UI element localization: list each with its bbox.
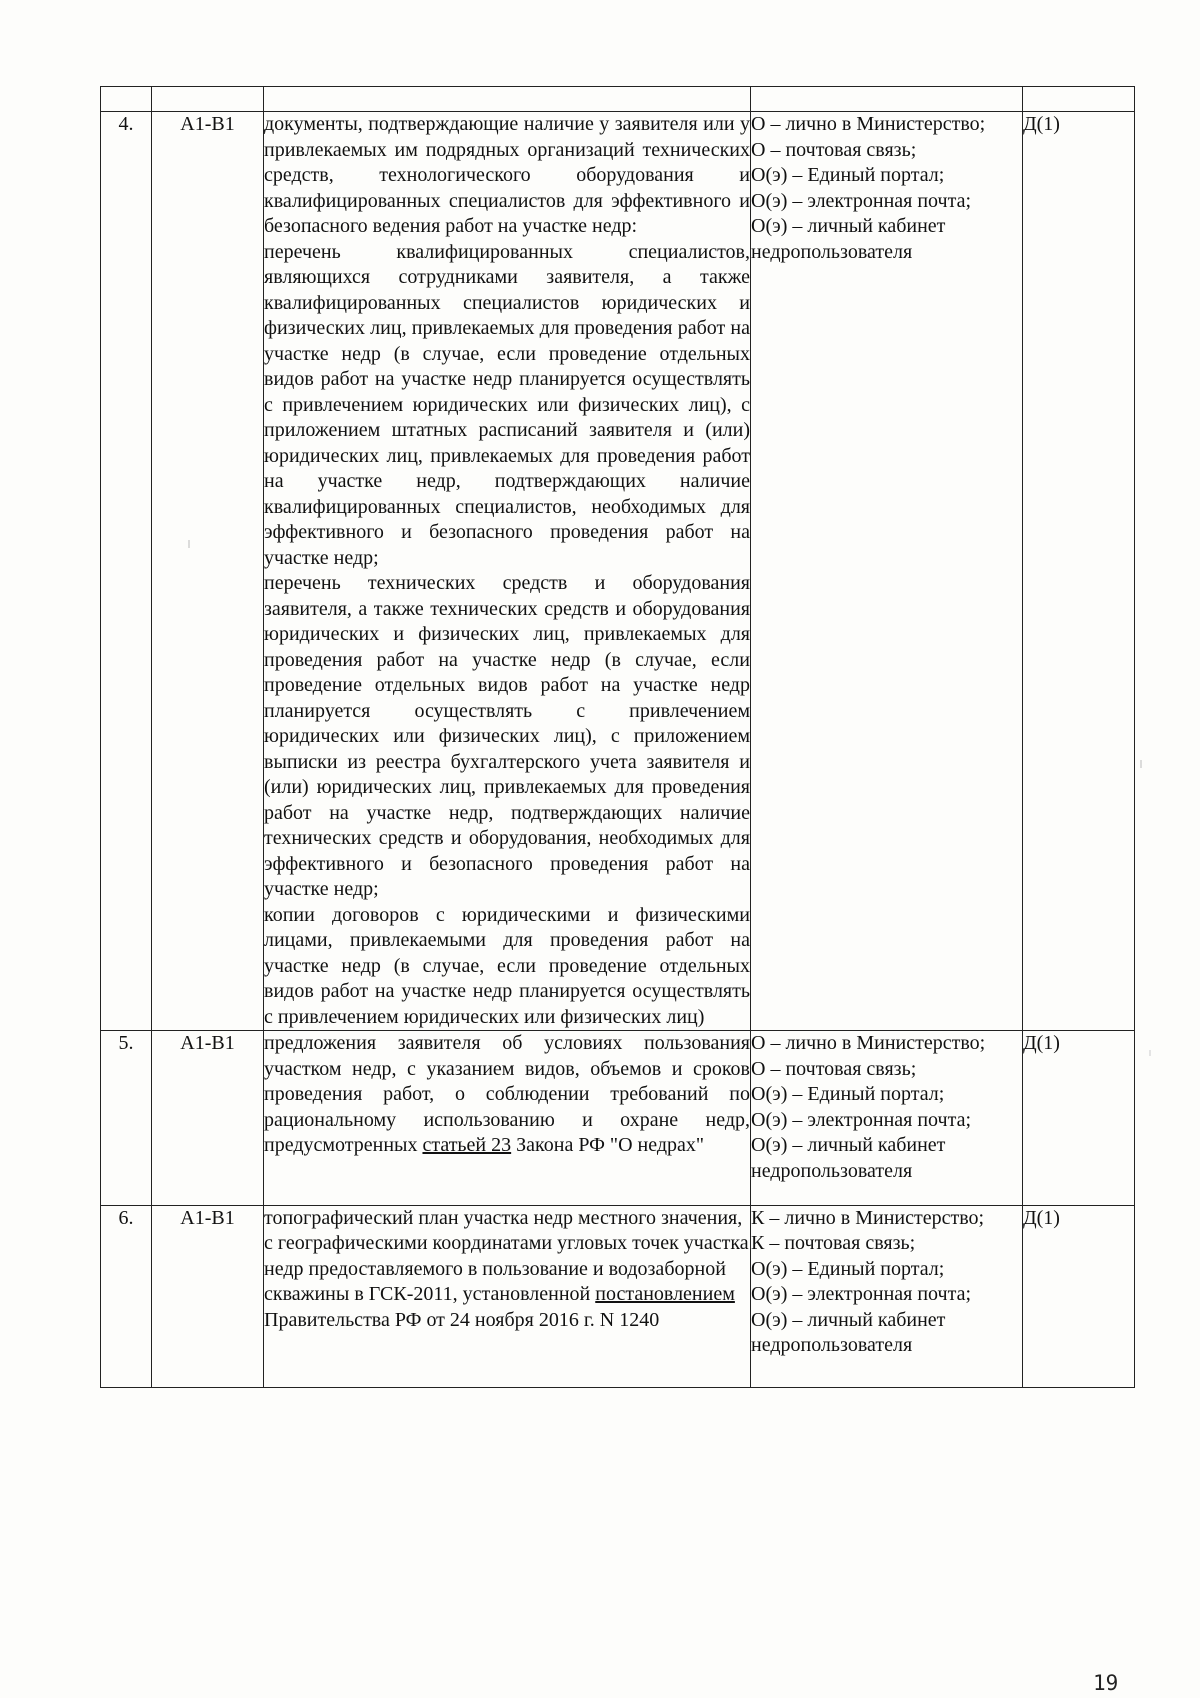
page-number: 19 [1093,1671,1119,1695]
method-item: К – лично в Министерство; [751,1206,985,1229]
header-cell [1023,87,1135,112]
table-row [101,1031,1135,1206]
method-item: О – почтовая связь; [751,1057,917,1080]
method-item: О(э) – Единый портал; [751,1257,945,1280]
method-item: О(э) – Единый портал; [751,164,945,186]
law-article-link[interactable]: статьей 23 [422,1134,512,1156]
description-text: Закона РФ "О недрах" [511,1134,705,1156]
description-text: Правительства РФ от 24 ноября 2016 г. N 1240 [264,1308,660,1331]
description-text: предложения заявителя об условиях пользования участком недр, с указанием видов, объемов и сроков проведения работ, о соблюдении требований по рациональному использованию и охране недр, предусмотренных [264,1032,750,1156]
method-item: О(э) – электронная почта; [751,189,972,212]
description-text: топографический план участка недр местного значения, с географическими координатами угловых точек участка недр предоставляемого в пользование и водозаборной скважины в ГСК-2011, установленной [264,1206,749,1305]
description-paragraph: перечень технических средств и оборудования заявителя, а также технических средств и оборудования юридических и физических лиц, привлекаемых для проведения работ на участке недр (в случае, если проведение отдельных видов работ на участке недр планируется осуществлять с привлечением юридических или физических лиц), с приложением выписки из реестра бухгалтерского учета заявителя и (или) юридических лиц, привлекаемых для проведения работ на участке недр, подтверждающих наличие технических средств и оборудования, необходимых для эффективного и безопасного проведения работ на участке недр; [264,572,750,900]
method-item: О(э) – личный кабинет недропользователя [751,1134,946,1182]
method-item: О – лично в Министерство; [751,113,986,135]
description-paragraph: перечень квалифицированных специалистов, являющихся сотрудниками заявителя, а также квалифицированных специалистов юридических и физических лиц, привлекаемых для проведения работ на участке недр (в случае, если проведение отдельных видов работ на участке недр планируется осуществлять с привлечением юридических или физических лиц), с приложением штатных расписаний заявителя и (или) юридических лиц, привлекаемых для проведения работ на участке недр, подтверждающих наличие квалифицированных специалистов, необходимых для эффективного и безопасного проведения работ на участке недр; [264,240,750,569]
method-item: К – почтовая связь; [751,1232,916,1254]
header-cell [751,87,1023,112]
row-mark: Д(1) [1023,1031,1135,1206]
row-code: А1-В1 [152,1205,264,1387]
submission-methods [751,1205,1023,1387]
method-item: О – почтовая связь; [751,138,917,161]
row-number: 5. [101,1031,152,1206]
method-item: О(э) – электронная почта; [751,1283,972,1305]
table-row [101,112,1135,1031]
government-decree-link[interactable]: постановлением [595,1283,735,1305]
row-number: 4. [101,112,152,1031]
row-code: А1-В1 [152,112,264,1031]
submission-methods [751,1031,1023,1206]
table-row [101,1205,1135,1387]
row-mark: Д(1) [1023,1205,1135,1387]
table-header-row [101,87,1135,112]
method-item: О(э) – личный кабинет недропользователя [751,215,946,263]
row-code: А1-В1 [152,1031,264,1206]
row-number: 6. [101,1205,152,1387]
description-paragraph: копии договоров с юридическими и физическими лицами, привлекаемыми для проведения работ на участке недр (в случае, если проведение отдельных видов работ на участке недр планируется осуществлять с привлечением юридических или физических лиц) [264,903,750,1028]
header-cell [101,87,152,112]
method-item: О – лично в Министерство; [751,1032,986,1054]
header-cell [264,87,751,112]
header-cell [152,87,264,112]
method-item: О(э) – электронная почта; [751,1108,972,1131]
method-item: О(э) – личный кабинет недропользователя [751,1308,946,1356]
row-mark: Д(1) [1023,112,1135,1031]
documents-table [100,86,1135,1388]
method-item: О(э) – Единый портал; [751,1083,945,1105]
row-description [264,112,751,1031]
submission-methods [751,112,1023,1031]
row-description [264,1205,751,1387]
row-description [264,1031,751,1206]
description-paragraph: документы, подтверждающие наличие у заявителя или у привлекаемых им подрядных организаций технических средств, технологического оборудования и квалифицированных специалистов для эффективного и безопасного ведения работ на участке недр: [264,113,750,237]
